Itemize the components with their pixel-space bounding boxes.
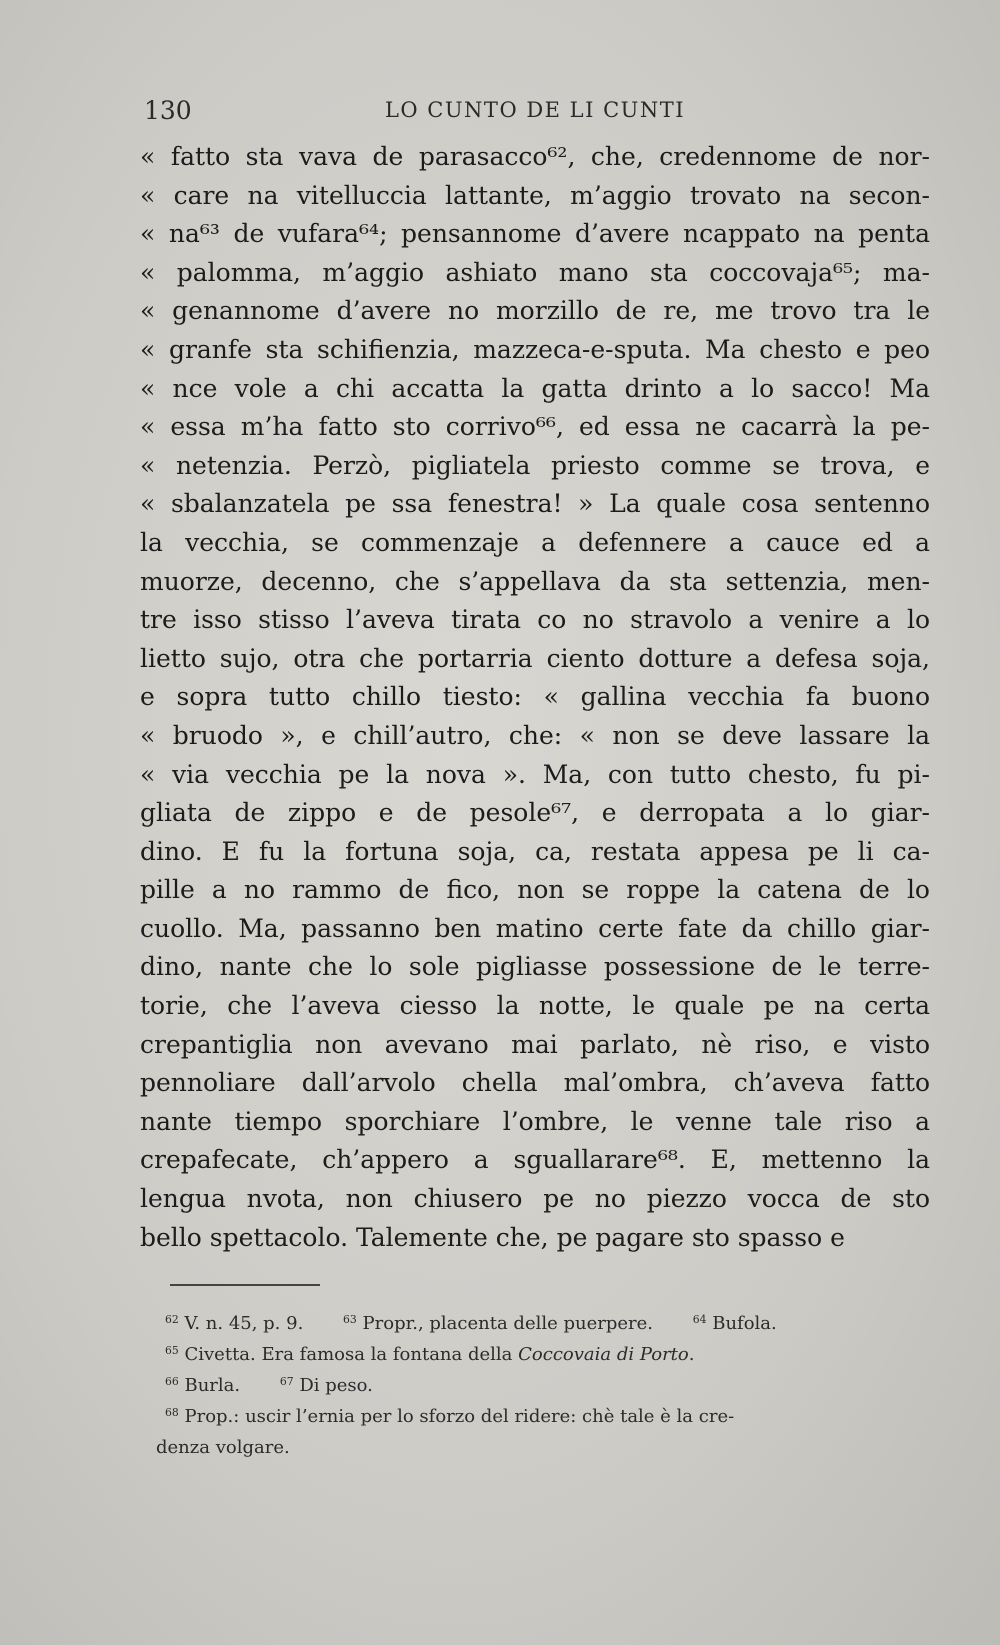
text-line: dino, nante che lo sole pigliasse possessione de le terre- (140, 952, 930, 982)
footnote-text: V. n. 45, p. 9. (184, 1313, 304, 1334)
text-line: torie, che l’aveva ciesso la notte, le quale pe na certa (140, 991, 930, 1021)
text-line: « fatto sta vava de parasacco⁶², che, credennome de nor- (140, 142, 930, 171)
text-line: « netenzia. Perzò, pigliatela priesto comme se trova, e (140, 450, 930, 480)
footnote-text: Di peso. (299, 1375, 373, 1396)
footnote-mark: 64 (692, 1313, 707, 1327)
footnote-text: Bufola. (712, 1313, 777, 1334)
text-line: gliata de zippo e de pesole⁶⁷, e derropata a lo giar- (140, 798, 930, 828)
footnote-italic-text: Coccovaia di Porto (518, 1344, 689, 1365)
footnote-line (165, 1308, 935, 1339)
text-line: cuollo. Ma, passanno ben matino certe fate da chillo giar- (140, 913, 930, 943)
text-line: « genannome d’avere no morzillo de re, me trovo tra le (140, 296, 930, 326)
text-line: « essa m’ha fatto sto corrivo⁶⁶, ed essa ne cacarrà la pe- (140, 412, 930, 442)
footnote-mark: 62 (165, 1313, 179, 1327)
text-line: « care na vitelluccia lattante, m’aggio trovato na secon- (140, 180, 930, 210)
text-line: « sbalanzatela pe ssa fenestra! » La quale cosa sentenno (140, 489, 930, 519)
text-line: e sopra tutto chillo tiesto: « gallina vecchia fa buono (140, 682, 930, 712)
text-line: « bruodo », e chill’autro, che: « non se deve lassare la (140, 720, 930, 750)
text-line: la vecchia, se commenzaje a defennere a cauce ed a (140, 527, 930, 557)
footnote-mark: 66 (165, 1375, 179, 1389)
page-number: 130 (144, 96, 192, 125)
running-title: LO CUNTO DE LI CUNTI (384, 98, 686, 122)
footnote-mark: 63 (343, 1313, 357, 1327)
footnote-continuation: denza volgare. (156, 1437, 290, 1458)
footnote-line (165, 1370, 935, 1401)
footnote-line (165, 1401, 935, 1432)
text-line: dino. E fu la fortuna soja, ca, restata appesa pe li ca- (140, 836, 930, 866)
footnote-text: Civetta. Era famosa la fontana della (184, 1344, 519, 1365)
footnote-mark: 67 (279, 1375, 294, 1389)
body-text (140, 138, 930, 1257)
text-line: crepantiglia non avevano mai parlato, nè riso, e visto (140, 1029, 930, 1059)
text-line: tre isso stisso l’aveva tirata co no stravolo a venire a lo (140, 605, 930, 635)
footnote-text: . (688, 1344, 695, 1365)
text-line: pennoliare dall’arvolo chella mal’ombra, ch’aveva fatto (140, 1068, 930, 1098)
text-line: lietto sujo, otra che portarria ciento dotture a defesa soja, (140, 643, 930, 673)
footnote-divider (170, 1284, 320, 1286)
text-line: lengua nvota, non chiusero pe no piezzo vocca de sto (140, 1184, 930, 1214)
footnote-mark: 68 (165, 1406, 179, 1420)
text-line: pille a no rammo de fico, non se roppe la catena de lo (140, 875, 930, 905)
footnote-text: Prop.: uscir l’ernia per lo sforzo del ridere: chè tale è la cre- (184, 1406, 735, 1427)
footnote-text: Burla. (184, 1375, 241, 1396)
footnote-text: Propr., placenta delle puerpere. (362, 1313, 654, 1334)
text-line: nante tiempo sporchiare l’ombre, le venne tale riso a (140, 1106, 930, 1136)
footnote-mark: 65 (165, 1344, 179, 1358)
footnote-line (165, 1339, 935, 1370)
text-line: « na⁶³ de vufara⁶⁴; pensannome d’avere ncappato na penta (140, 219, 930, 249)
text-line: « granfe sta schifienzia, mazzeca-e-sputa. Ma chesto e peo (140, 334, 930, 364)
text-line: bello spettacolo. Talemente che, pe pagare sto spasso e (140, 1222, 845, 1252)
footnotes (156, 1308, 935, 1463)
text-line: « via vecchia pe la nova ». Ma, con tutto chesto, fu pi- (140, 759, 930, 789)
text-line: crepafecate, ch’appero a sguallarare⁶⁸. E, mettenno la (140, 1145, 930, 1175)
text-line: « palomma, m’aggio ashiato mano sta coccovaja⁶⁵; ma- (140, 257, 930, 287)
text-line: « nce vole a chi accatta la gatta drinto a lo sacco! Ma (140, 373, 930, 403)
text-line: muorze, decenno, che s’appellava da sta settenzia, men- (140, 566, 930, 596)
page-header (140, 96, 930, 130)
